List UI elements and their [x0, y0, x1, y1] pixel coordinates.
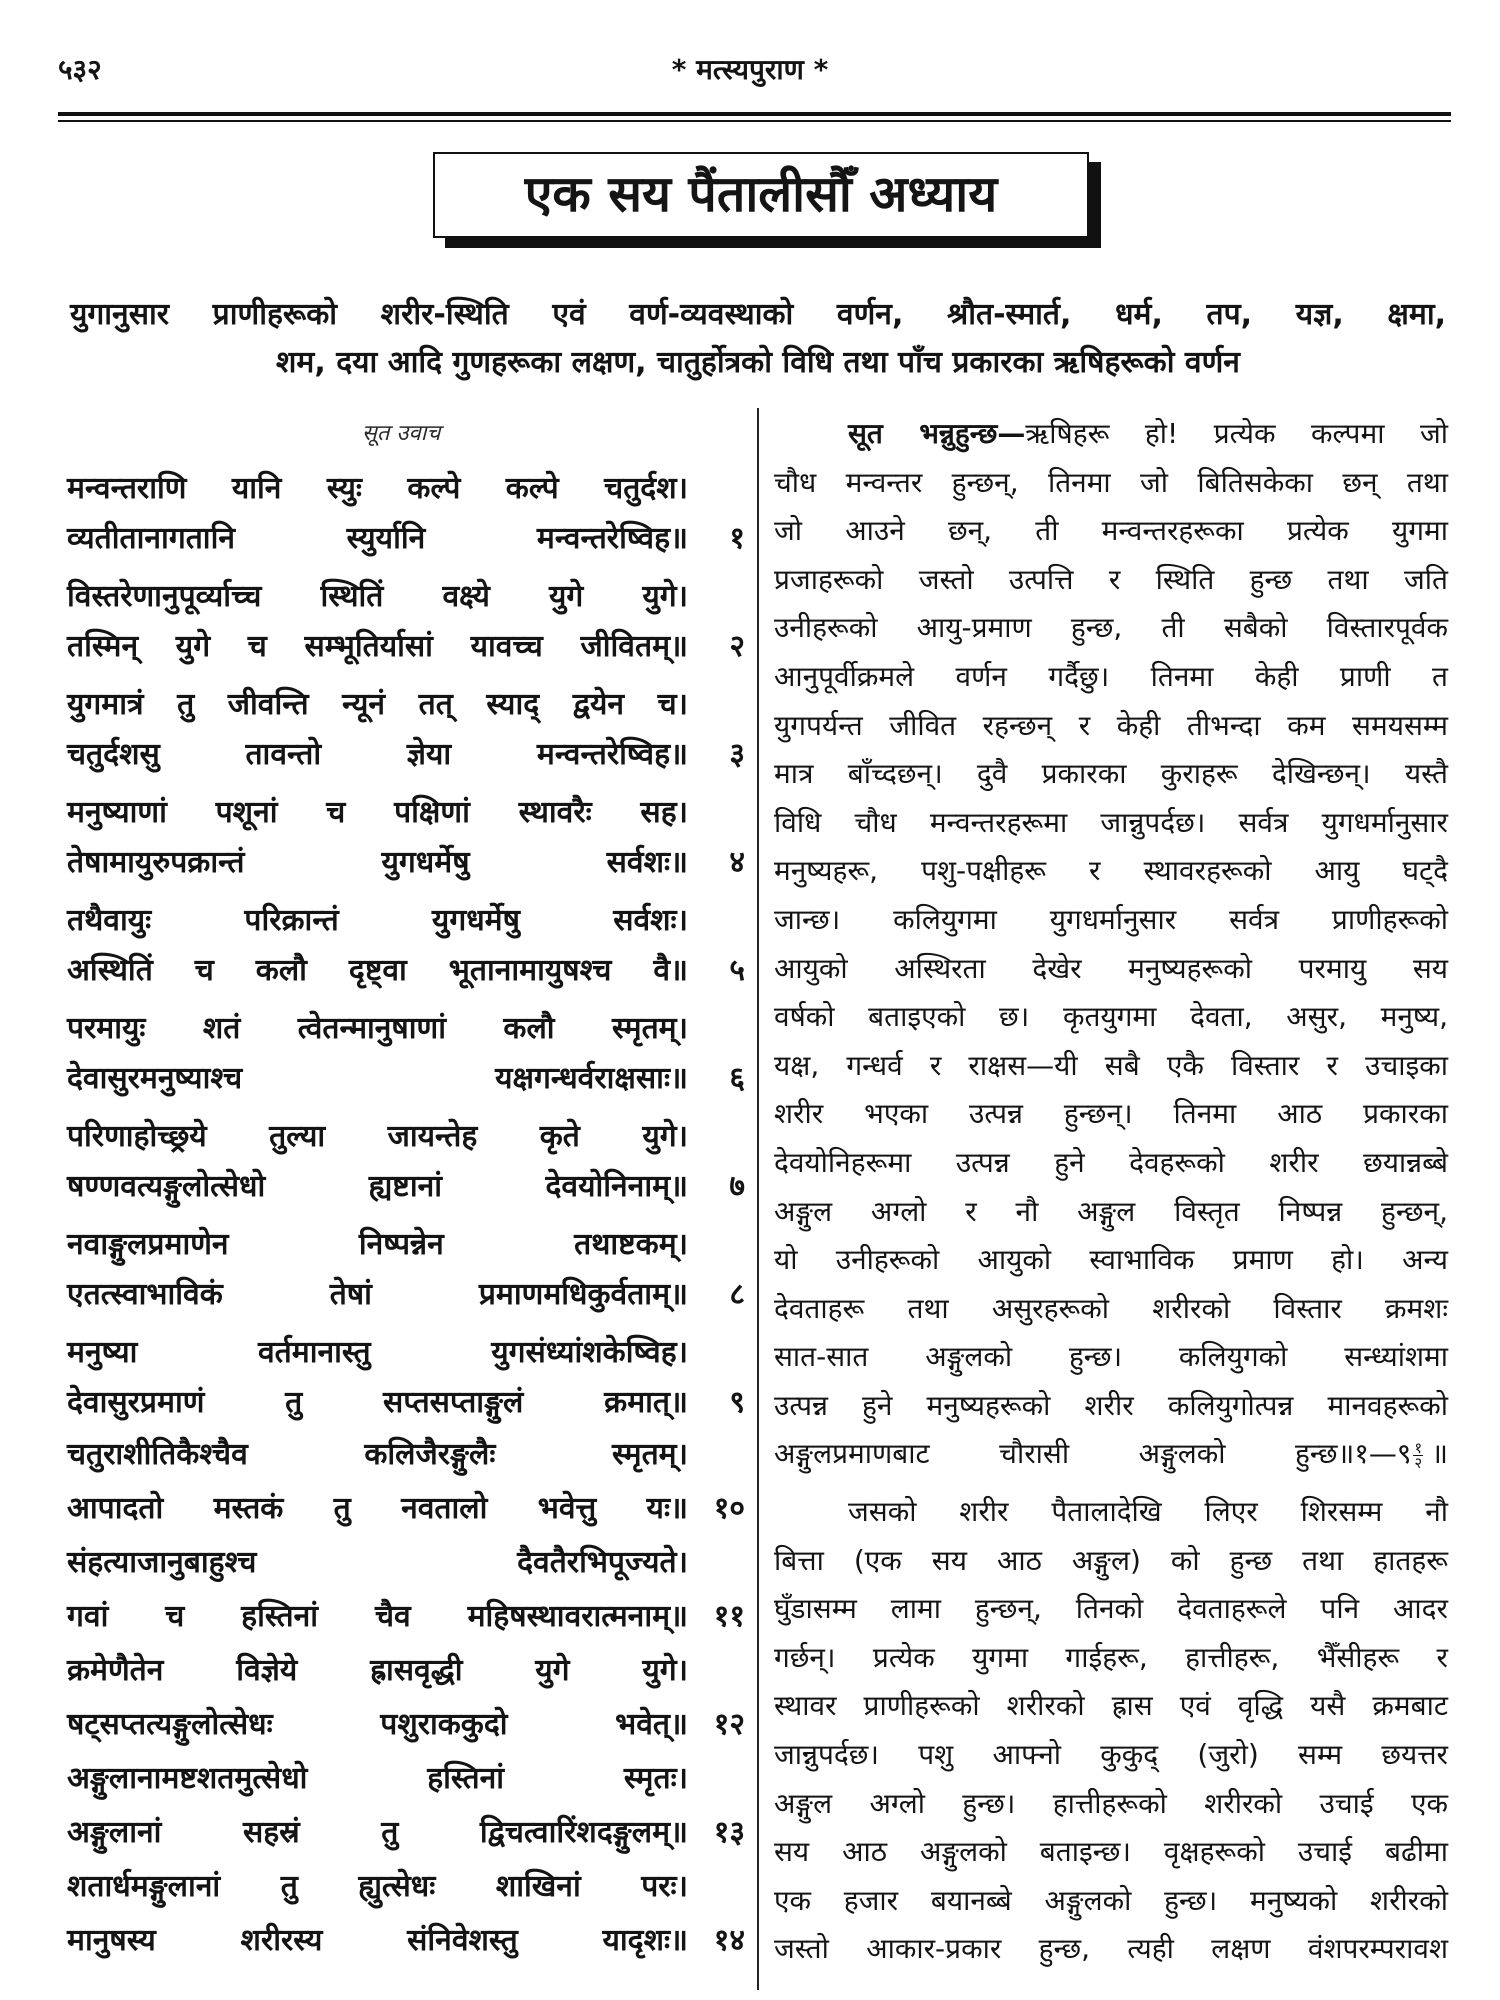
prose-line [774, 1430, 1448, 1479]
verse-number: ५ [729, 953, 745, 988]
verse-line [67, 1482, 745, 1536]
verse-line [67, 1220, 745, 1270]
speaker-label: सूत उवाच [362, 421, 441, 446]
verse-line [67, 1644, 745, 1698]
prose-text: अङ्गुलप्रमाणबाट चौरासी अङ्गुलको हुन्छ॥१—९ [774, 1437, 1412, 1471]
verse-line [67, 946, 745, 996]
verse-line [67, 1806, 745, 1860]
verse-text: आपादतो मस्तकं तु नवतालो भवेत्तु यः॥ [67, 1491, 688, 1526]
chapter-summary-line: शम, दया आदि गुणहरूका लक्षण, चातुर्होत्रको विधि तथा पाँच प्रकारका ऋषिहरूको वर्णन [276, 345, 1240, 380]
chapter-title: एक सय पैंतालीसौँ अध्याय [524, 165, 998, 223]
verse-line [67, 572, 745, 622]
verse-line [67, 1536, 745, 1590]
verse-text: विस्तरेणानुपूर्व्याच्च स्थितिं वक्ष्ये युगे युगे। [67, 579, 688, 614]
verse-line [67, 730, 745, 780]
verse-text: गवां च हस्तिनां चैव महिषस्थावरात्मनाम्॥ [67, 1599, 688, 1634]
prose-line: बित्ता (एक सय आठ अङ्गुल) को हुन्छ तथा हातहरू [774, 1543, 1448, 1577]
verse-line [67, 680, 745, 730]
verse-text: देवासुरमनुष्याश्च यक्षगन्धर्वराक्षसाः॥ [67, 1061, 688, 1096]
verse-line [67, 1590, 745, 1644]
verse-text: अङ्गुलानां सहस्रं तु द्विचत्वारिंशदङ्गुलम्॥ [67, 1815, 688, 1850]
prose-text: ऋषिहरू हो! प्रत्येक कल्पमा जो [1025, 417, 1448, 450]
header-rule-thick [58, 112, 1451, 116]
verse-line [67, 1752, 745, 1806]
verse-line [67, 1054, 745, 1104]
verse-number: ११ [713, 1599, 745, 1634]
verse-line [67, 896, 745, 946]
verse-text: देवासुरप्रमाणं तु सप्तसप्ताङ्गुलं क्रमात्॥ [67, 1385, 688, 1420]
prose-line: उनीहरूको आयु-प्रमाण हुन्छ, ती सबैको विस्तारपूर्वक [774, 611, 1448, 645]
verse-text: षण्णवत्यङ्गुलोत्सेधो ह्यष्टानां देवयोनिनाम्॥ [67, 1169, 688, 1204]
verse-line [67, 464, 745, 514]
verse-text: षट्सप्तत्यङ्गुलोत्सेधः पशुराककुदो भवेत्॥ [67, 1707, 688, 1742]
prose-line: जसको शरीर पैतालादेखि लिएर शिरसम्म नौ [848, 1495, 1448, 1529]
verse [67, 1752, 745, 1860]
verse-text: परमायुः शतं त्वेतन्मानुषाणां कलौ स्मृतम्। [67, 1011, 688, 1046]
fraction-numerator: १ [1414, 1438, 1423, 1457]
verse-number: ३ [729, 737, 745, 772]
prose-line: युगपर्यन्त जीवित रहन्छन् र केही तीभन्दा कम समयसम्म [774, 708, 1448, 742]
fraction-half [1413, 1438, 1423, 1472]
verse-line [67, 622, 745, 672]
verse-line [67, 788, 745, 838]
header-rule-thin [58, 120, 1451, 122]
column-divider [757, 408, 759, 1990]
verse [67, 1328, 745, 1428]
paragraph [774, 1488, 1448, 1974]
verse-line [67, 1428, 745, 1482]
prose-line: विधि चौध मन्वन्तरहरूमा जान्नुपर्दछ। सर्वत्र युगधर्मानुसार [774, 805, 1448, 839]
prose-line: सय आठ अङ्गुलको बताइन्छ। वृक्षहरूको उचाई बढीमा [774, 1835, 1448, 1869]
verse-text: परिणाहोच्छ्रये तुल्या जायन्तेह कृते युगे। [67, 1119, 688, 1154]
verse-line [67, 1004, 745, 1054]
running-title: * मत्स्यपुराण * [671, 53, 829, 86]
verse-text: मन्वन्तराणि यानि स्युः कल्पे कल्पे चतुर्दश। [67, 471, 688, 506]
chapter-summary-line: युगानुसार प्राणीहरूको शरीर-स्थिति एवं वर्ण-व्यवस्थाको वर्णन, श्रौत-स्मार्त, धर्म, तप, यज्ञ, क्षमा, [70, 297, 1446, 332]
verse-number: १० [713, 1491, 745, 1526]
verse-text: तथैवायुः परिक्रान्तं युगधर्मेषु सर्वशः। [67, 903, 688, 938]
verse [67, 1112, 745, 1212]
verse-text: व्यतीतानागतानि स्युर्यानि मन्वन्तरेष्विह॥ [67, 521, 688, 556]
verse [67, 572, 745, 672]
verse-text: तस्मिन् युगे च सम्भूतिर्यासां यावच्च जीवितम्॥ [67, 629, 688, 664]
prose-line: यो उनीहरूको आयुको स्वाभाविक प्रमाण हो। अन्य [774, 1243, 1448, 1277]
verse-line [67, 1112, 745, 1162]
verse-text: एतत्स्वाभाविकं तेषां प्रमाणमधिकुर्वताम्॥ [67, 1277, 688, 1312]
verse-text: नवाङ्गुलप्रमाणेन निष्पन्नेन तथाष्टकम्। [67, 1227, 688, 1262]
verse-number: २ [729, 629, 745, 664]
prose-line: शरीर भएका उत्पन्न हुन्छन्। तिनमा आठ प्रकारका [774, 1097, 1448, 1131]
prose-line: जस्तो आकार-प्रकार हुन्छ, त्यही लक्षण वंशपरम्परावश [774, 1932, 1448, 1966]
prose-line: मनुष्यहरू, पशु-पक्षीहरू र स्थावरहरूको आयु घट्दै [774, 854, 1448, 888]
verse [67, 1644, 745, 1752]
verse-text: क्रमेणैतेन विज्ञेये ह्रासवृद्धी युगे युगे। [67, 1653, 688, 1688]
verse-number: ६ [729, 1061, 745, 1096]
prose-line: अङ्गुल अग्लो र नौ अङ्गुल विस्तृत निष्पन्न हुन्छन्, [774, 1194, 1448, 1228]
verse-text: चतुर्दशसु तावन्तो ज्ञेया मन्वन्तरेष्विह॥ [67, 737, 688, 772]
prose-line: अङ्गुल अग्लो हुन्छ। हात्तीहरूको शरीरको उचाई एक [774, 1786, 1448, 1820]
verse-text: अस्थितिं च कलौ दृष्ट्वा भूतानामायुषश्च वै॥ [67, 953, 688, 988]
verse-text: चतुराशीतिकैश्चैव कलिजैरङ्गुलैः स्मृतम्। [67, 1437, 688, 1472]
verse-text: संहत्याजानुबाहुश्च दैवतैरभिपूज्यते। [67, 1545, 688, 1580]
prose-line: मात्र बाँच्दछन्। दुवै प्रकारका कुराहरू देखिन्छन्। यस्तै [774, 757, 1448, 791]
verse-line [67, 1914, 745, 1968]
verse [67, 680, 745, 780]
verse-text: अङ्गुलानामष्टशतमुत्सेधो हस्तिनां स्मृतः। [67, 1761, 688, 1796]
verse-number: ९ [729, 1385, 745, 1420]
prose-line: वर्षको बताइएको छ। कृतयुगमा देवता, असुर, मनुष्य, [774, 1000, 1448, 1034]
verse-text: मानुषस्य शरीरस्य संनिवेशस्तु यादृशः॥ [67, 1923, 688, 1958]
verse-line [67, 838, 745, 888]
verse-text: युगमात्रं तु जीवन्ति न्यूनं तत् स्याद् द्वयेन च। [67, 687, 688, 722]
prose-line: चौध मन्वन्तर हुन्छन्, तिनमा जो बितिसकेका छन् तथा [774, 465, 1448, 499]
fraction-denominator: २ [1414, 1453, 1423, 1472]
prose-line: एक हजार बयानब्बे अङ्गुलको हुन्छ। मनुष्यको शरीरको [774, 1883, 1448, 1917]
verse [67, 896, 745, 996]
verse-text: मनुष्याणां पशूनां च पक्षिणां स्थावरैः सह। [67, 795, 688, 830]
verse-number: १३ [713, 1815, 745, 1850]
prose-line: जान्नुपर्दछ। पशु आफ्नो कुकुद् (जुरो) सम्म छयत्तर [774, 1738, 1448, 1772]
verse [67, 1004, 745, 1104]
verse [67, 1428, 745, 1536]
speaker-lead: सूत भन्नुहुन्छ— [848, 417, 1026, 450]
prose-line: गर्छन्। प्रत्येक युगमा गाईहरू, हात्तीहरू, भैँसीहरू र [774, 1640, 1448, 1674]
prose-line: आयुको अस्थिरता देखेर मनुष्यहरूको परमायु सय [774, 951, 1448, 985]
paragraph [774, 410, 1448, 1479]
verse-range-close: ॥ [1431, 1437, 1448, 1471]
verse-number: ४ [729, 845, 745, 880]
verse-column [67, 412, 745, 1968]
verse-text: तेषामायुरुपक्रान्तं युगधर्मेषु सर्वशः॥ [67, 845, 688, 880]
prose-line: यक्ष, गन्धर्व र राक्षस—यी सबै एकै विस्तार र उचाइका [774, 1048, 1448, 1082]
chapter-title-box [433, 152, 1089, 238]
verse-number: १४ [713, 1923, 745, 1958]
page-number: ५३२ [58, 53, 102, 86]
prose-line: उत्पन्न हुने मनुष्यहरूको शरीर कलियुगोत्पन्न मानवहरूको [774, 1388, 1448, 1422]
verse-line [67, 1162, 745, 1212]
verse [67, 1220, 745, 1320]
translation-column [774, 410, 1448, 1974]
verse [67, 788, 745, 888]
verse-number: १२ [713, 1707, 745, 1742]
prose-line: प्रजाहरूको जस्तो उत्पत्ति र स्थिति हुन्छ तथा जति [774, 562, 1448, 596]
verse-number: ७ [729, 1169, 745, 1204]
verse-line [67, 1698, 745, 1752]
prose-line: जान्छ। कलियुगमा युगधर्मानुसार सर्वत्र प्राणीहरूको [774, 902, 1448, 936]
verse [67, 1536, 745, 1644]
prose-line: स्थावर प्राणीहरूको शरीरको ह्रास एवं वृद्धि यसै क्रमबाट [774, 1689, 1448, 1723]
verse-line [67, 1328, 745, 1378]
verse-number: ८ [729, 1277, 745, 1312]
prose-line: आनुपूर्वीक्रमले वर्णन गर्दैछु। तिनमा केही प्राणी त [774, 659, 1448, 693]
verse [67, 1860, 745, 1968]
verse-number: १ [729, 521, 745, 556]
prose-line: देवयोनिहरूमा उत्पन्न हुने देवहरूको शरीर छयान्नब्बे [774, 1145, 1448, 1179]
prose-line [774, 410, 1448, 459]
prose-line: सात-सात अङ्गुलको हुन्छ। कलियुगको सन्ध्यांशमा [774, 1340, 1448, 1374]
verse-line [67, 1378, 745, 1428]
verse-text: शतार्धमङ्गुलानां तु ह्युत्सेधः शाखिनां परः। [67, 1869, 688, 1904]
prose-line: घुँडासम्म लामा हुन्छन्, तिनको देवताहरूले पनि आदर [774, 1592, 1448, 1626]
verse [67, 464, 745, 564]
prose-line: देवताहरू तथा असुरहरूको शरीरको विस्तार क्रमशः [774, 1291, 1448, 1325]
verse-line [67, 1860, 745, 1914]
verse-line [67, 1270, 745, 1320]
verse-text: मनुष्या वर्तमानास्तु युगसंध्यांशकेष्विह। [67, 1335, 688, 1370]
prose-line: जो आउने छन्, ती मन्वन्तरहरूका प्रत्येक युगमा [774, 514, 1448, 548]
verse-line [67, 514, 745, 564]
